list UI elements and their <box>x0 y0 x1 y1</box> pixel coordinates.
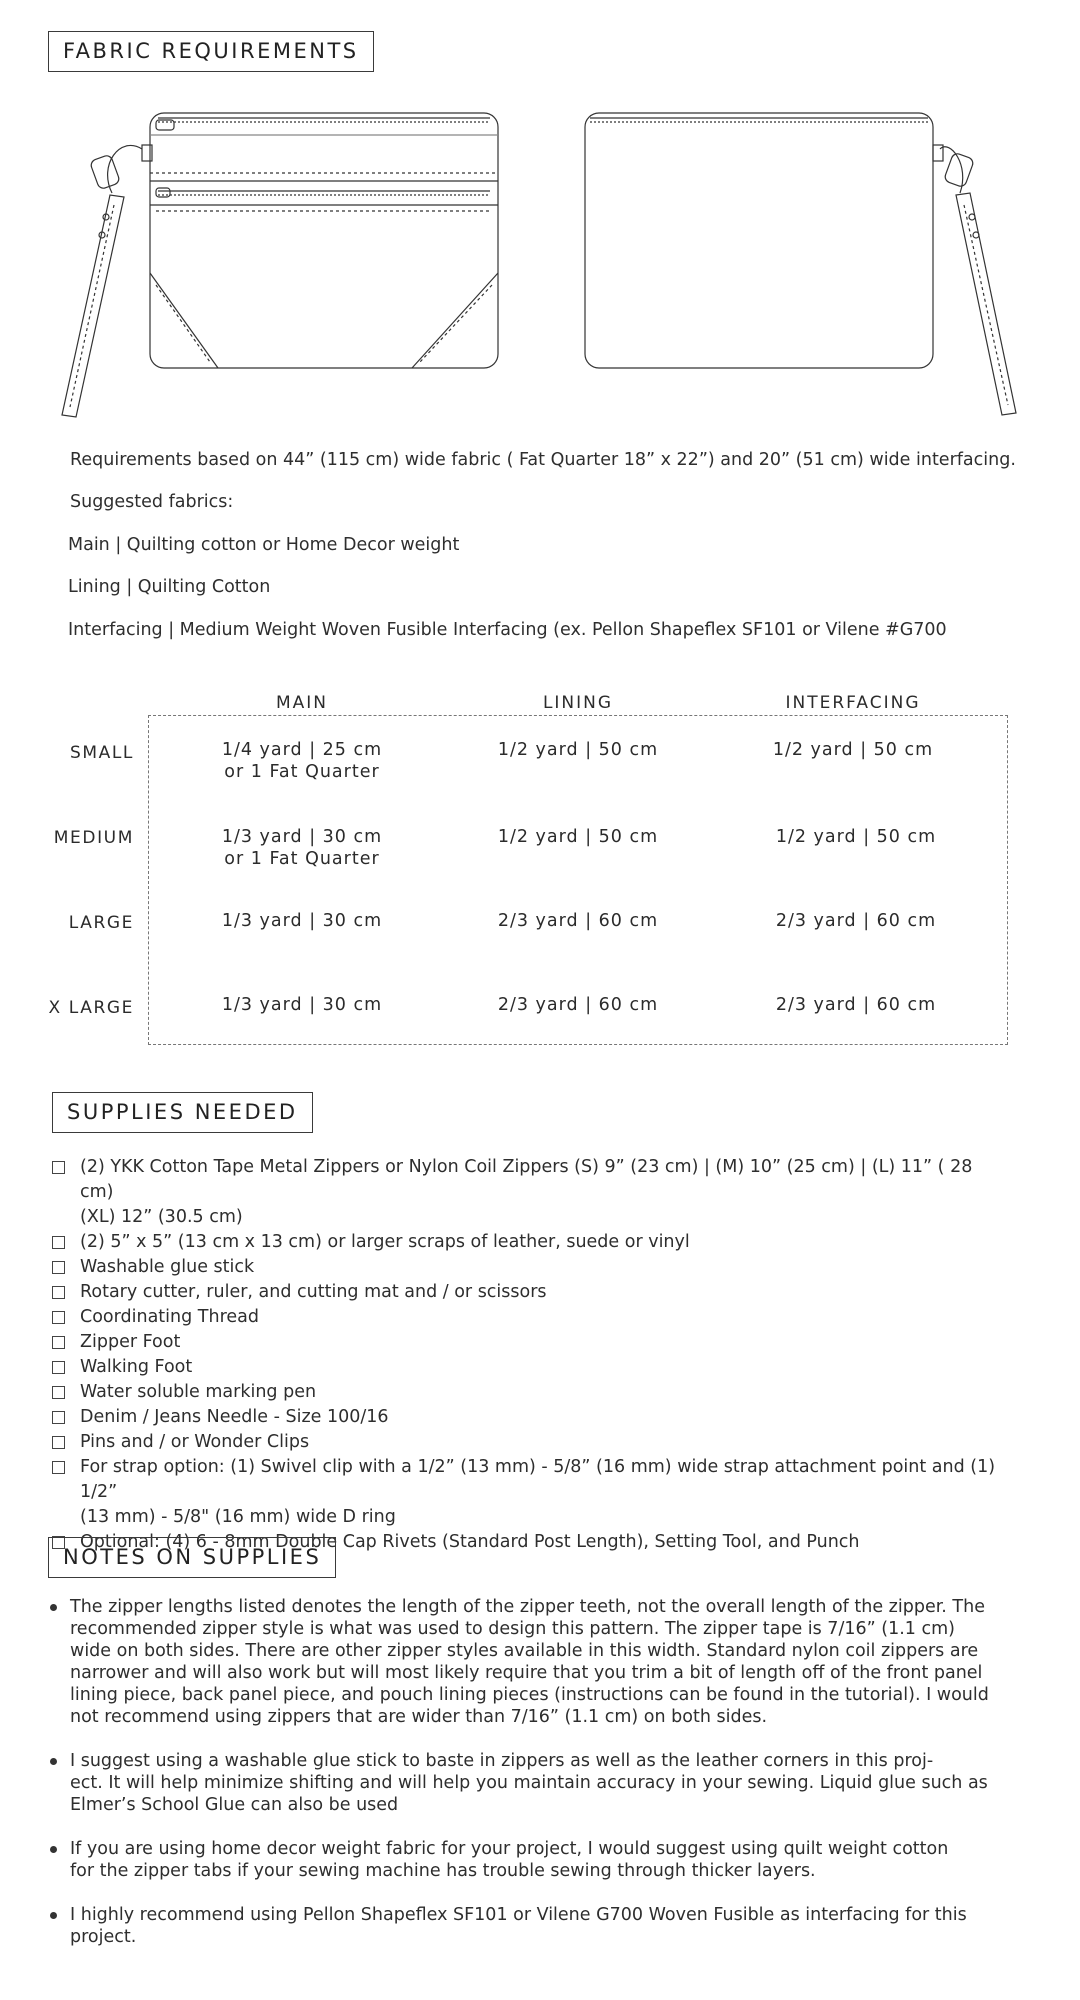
supply-item: (2) YKK Cotton Tape Metal Zippers or Nylon Coil Zippers (S) 9” (23 cm) | (M) 10” (25 cm) | (L) 11” ( 28 cm) (XL) 12” (30.5 cm) <box>50 1155 1010 1230</box>
checkbox-icon[interactable] <box>52 1361 65 1374</box>
table-cell-main: 1/3 yard | 30 cm or 1 Fat Quarter <box>221 827 383 869</box>
row-label-small: SMALL <box>69 743 134 763</box>
checkbox-icon[interactable] <box>52 1411 65 1424</box>
checkbox-icon[interactable] <box>52 1261 65 1274</box>
checkbox-icon[interactable] <box>52 1236 65 1249</box>
note-item: I suggest using a washable glue stick to baste in zippers as well as the leather corners in this proj- ect. It will help minimize shifting and will help you maintain accuracy in your sewing. Liquid glue such as Elmer’s School Glue can also be used <box>48 1750 1008 1816</box>
pouch-illustration <box>50 105 1030 435</box>
table-cell-main: 1/3 yard | 30 cm <box>221 995 383 1015</box>
table-cell-lining: 2/3 yard | 60 cm <box>497 911 659 931</box>
bullet-icon <box>50 1758 57 1765</box>
supply-item: Rotary cutter, ruler, and cutting mat and / or scissors <box>50 1280 1010 1305</box>
bullet-icon <box>50 1846 57 1853</box>
notes-on-supplies-heading: NOTES ON SUPPLIES <box>48 1537 336 1578</box>
row-label-medium: MEDIUM <box>53 828 134 848</box>
supplies-checklist <box>50 1155 1010 1555</box>
supply-item: (2) 5” x 5” (13 cm x 13 cm) or larger scraps of leather, suede or vinyl <box>50 1230 1010 1255</box>
checkbox-icon[interactable] <box>52 1436 65 1449</box>
table-cell-interfacing: 1/2 yard | 50 cm <box>775 827 937 847</box>
table-cell-interfacing: 1/2 yard | 50 cm <box>772 740 934 760</box>
note-item: The zipper lengths listed denotes the length of the zipper teeth, not the overall length of the zipper. The recommended zipper style is what was used to design this pattern. The zipper tape is 7/16” (1.1 cm) wide on both sides. There are other zipper styles available in this width. Standard nylon coil zippers are narrower and will also work but will most likely require that you trim a bit of length off of the front panel lining piece, back panel piece, and pouch lining pieces (instructions can be found in the tutorial). I would not recommend using zippers that are wider than 7/16” (1.1 cm) on both sides. <box>48 1596 1008 1728</box>
notes-list <box>48 1596 1008 1970</box>
supply-item: For strap option: (1) Swivel clip with a 1/2” (13 mm) - 5/8” (16 mm) wide strap attachment point and (1) 1/2” (13 mm) - 5/8" (16 mm) wide D ring <box>50 1455 1010 1530</box>
checkbox-icon[interactable] <box>52 1311 65 1324</box>
lining-fabric-text: Lining | Quilting Cotton <box>68 577 271 597</box>
main-fabric-text: Main | Quilting cotton or Home Decor weight <box>68 535 460 555</box>
interfacing-fabric-text: Interfacing | Medium Weight Woven Fusible Interfacing (ex. Pellon Shapeflex SF101 or Vilene #G700 <box>68 620 947 640</box>
wrist-strap-left <box>62 145 142 417</box>
note-item: If you are using home decor weight fabric for your project, I would suggest using quilt weight cotton for the zipper tabs if your sewing machine has trouble sewing through thicker layers. <box>48 1838 1008 1882</box>
column-header-interfacing: INTERFACING <box>785 693 921 713</box>
supply-item: Walking Foot <box>50 1355 1010 1380</box>
column-header-lining: LINING <box>542 693 614 713</box>
pouch-back-view <box>585 113 943 368</box>
checkbox-icon[interactable] <box>52 1161 65 1174</box>
suggested-fabrics-text: Suggested fabrics: <box>70 492 234 512</box>
checkbox-icon[interactable] <box>52 1386 65 1399</box>
supply-item: Denim / Jeans Needle - Size 100/16 <box>50 1405 1010 1430</box>
table-cell-main: 1/3 yard | 30 cm <box>221 911 383 931</box>
table-cell-lining: 1/2 yard | 50 cm <box>497 827 659 847</box>
bullet-icon <box>50 1604 57 1611</box>
table-cell-interfacing: 2/3 yard | 60 cm <box>775 911 937 931</box>
column-header-main: MAIN <box>275 693 329 713</box>
supply-item: Zipper Foot <box>50 1330 1010 1355</box>
table-cell-interfacing: 2/3 yard | 60 cm <box>775 995 937 1015</box>
checkbox-icon[interactable] <box>52 1286 65 1299</box>
supply-item: Washable glue stick <box>50 1255 1010 1280</box>
supply-item: Optional: (4) 6 - 8mm Double Cap Rivets (Standard Post Length), Setting Tool, and Punch <box>50 1530 1010 1555</box>
pouch-front-view <box>142 113 498 368</box>
table-cell-main: 1/4 yard | 25 cm or 1 Fat Quarter <box>221 740 383 782</box>
supplies-needed-heading: SUPPLIES NEEDED <box>52 1092 313 1133</box>
requirements-text: Requirements based on 44” (115 cm) wide fabric ( Fat Quarter 18” x 22”) and 20” (51 cm) wide interfacing. <box>70 450 1016 470</box>
checkbox-icon[interactable] <box>52 1461 65 1474</box>
supply-item: Coordinating Thread <box>50 1305 1010 1330</box>
supply-item: Water soluble marking pen <box>50 1380 1010 1405</box>
row-label-large: LARGE <box>68 913 134 933</box>
table-cell-lining: 2/3 yard | 60 cm <box>497 995 659 1015</box>
supply-item: Pins and / or Wonder Clips <box>50 1430 1010 1455</box>
checkbox-icon[interactable] <box>52 1336 65 1349</box>
note-item: I highly recommend using Pellon Shapeflex SF101 or Vilene G700 Woven Fusible as interfacing for this project. <box>48 1904 1008 1948</box>
wrist-strap-right <box>940 147 1016 415</box>
table-cell-lining: 1/2 yard | 50 cm <box>497 740 659 760</box>
row-label-x-large: X LARGE <box>48 998 134 1018</box>
fabric-requirements-heading: FABRIC REQUIREMENTS <box>48 31 374 72</box>
bullet-icon <box>50 1912 57 1919</box>
